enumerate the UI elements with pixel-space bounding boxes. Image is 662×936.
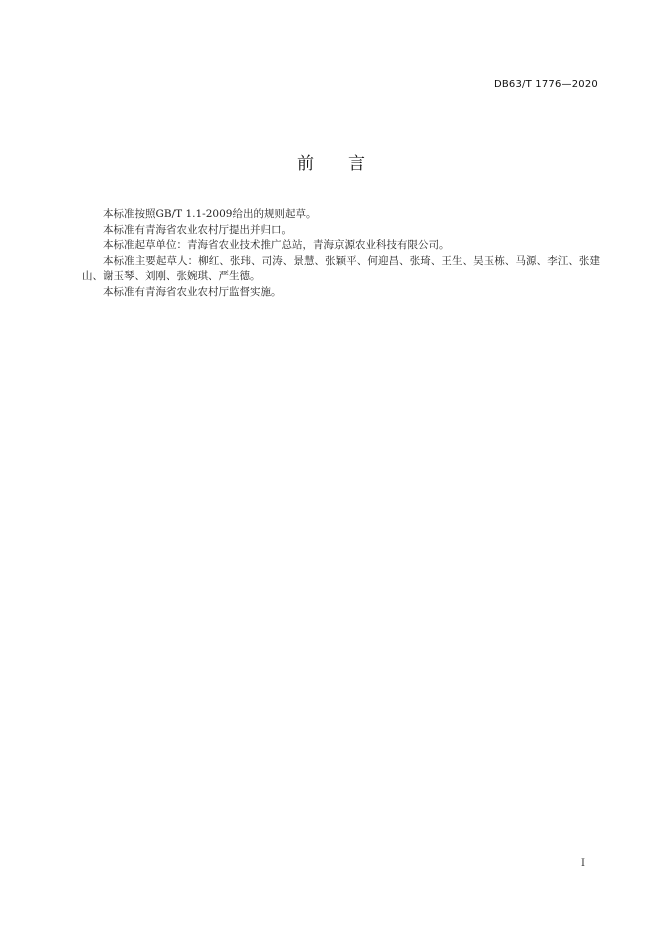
page-number: I [581, 858, 585, 869]
title-char-1: 前 [297, 154, 314, 174]
title-char-2: 言 [348, 154, 365, 174]
paragraph-drafting-units: 本标准起草单位：青海省农业技术推广总站，青海京源农业科技有限公司。 [103, 239, 450, 251]
page-title [0, 149, 662, 174]
paragraph-supervision: 本标准有青海省农业农村厅监督实施。 [103, 285, 282, 298]
foreword-body [82, 207, 600, 300]
paragraph-drafting-rules: 本标准按照GB/T 1.1-2009给出的规则起草。 [103, 208, 317, 220]
paragraph-drafters: 本标准主要起草人：柳红、张玮、司涛、景慧、张颖平、何迎昌、张琦、王生、吴玉栋、马源、李江、张建山、谢玉琴、刘刚、张婉琪、严生德。 [82, 254, 600, 282]
standard-code: DB63/T 1776—2020 [493, 79, 598, 90]
paragraph-proposer: 本标准有青海省农业农村厅提出并归口。 [103, 223, 292, 236]
